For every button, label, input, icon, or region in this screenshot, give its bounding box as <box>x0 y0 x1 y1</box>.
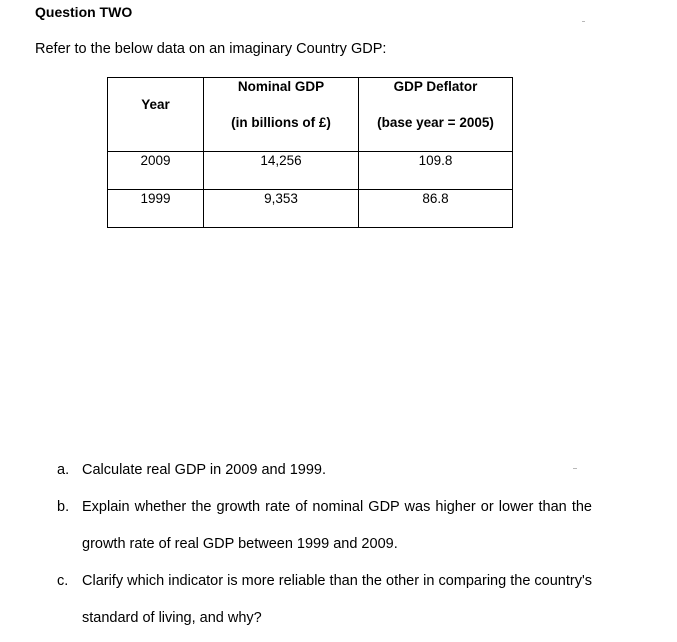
header-deflator-base: (base year = 2005) <box>377 115 494 130</box>
cell-year: 2009 <box>108 152 204 190</box>
list-item <box>57 489 592 563</box>
header-year <box>108 78 204 152</box>
header-gdp-deflator <box>359 78 513 152</box>
item-marker: a. <box>57 462 70 478</box>
item-marker: c. <box>57 573 69 589</box>
cell-year: 1999 <box>108 190 204 228</box>
gdp-data-table <box>107 77 513 228</box>
table-row <box>108 190 513 228</box>
cell-nominal-gdp: 9,353 <box>204 190 359 228</box>
item-text: Explain whether the growth rate of nominal GDP was higher or lower than the growth rate of real GDP between 1999 and 2009. <box>82 499 592 552</box>
header-nominal-unit: (in billions of £) <box>231 115 331 130</box>
header-year-label: Year <box>141 97 170 112</box>
list-item <box>57 563 592 637</box>
question-heading: Question TWO <box>35 4 133 20</box>
cell-gdp-deflator: 86.8 <box>359 190 513 228</box>
table-row <box>108 152 513 190</box>
table-header-row <box>108 78 513 152</box>
item-text: Clarify which indicator is more reliable than the other in comparing the country's standard of living, and why? <box>82 573 592 626</box>
header-deflator-title: GDP Deflator <box>393 79 478 94</box>
intro-text: Refer to the below data on an imaginary Country GDP: <box>35 41 387 57</box>
list-item <box>57 452 592 489</box>
header-nominal-gdp <box>204 78 359 152</box>
scan-mark <box>582 21 585 22</box>
scan-mark <box>573 468 577 469</box>
header-nominal-title: Nominal GDP <box>237 79 325 94</box>
cell-gdp-deflator: 109.8 <box>359 152 513 190</box>
question-list <box>57 452 592 637</box>
item-marker: b. <box>57 499 70 515</box>
item-text: Calculate real GDP in 2009 and 1999. <box>82 462 326 478</box>
cell-nominal-gdp: 14,256 <box>204 152 359 190</box>
